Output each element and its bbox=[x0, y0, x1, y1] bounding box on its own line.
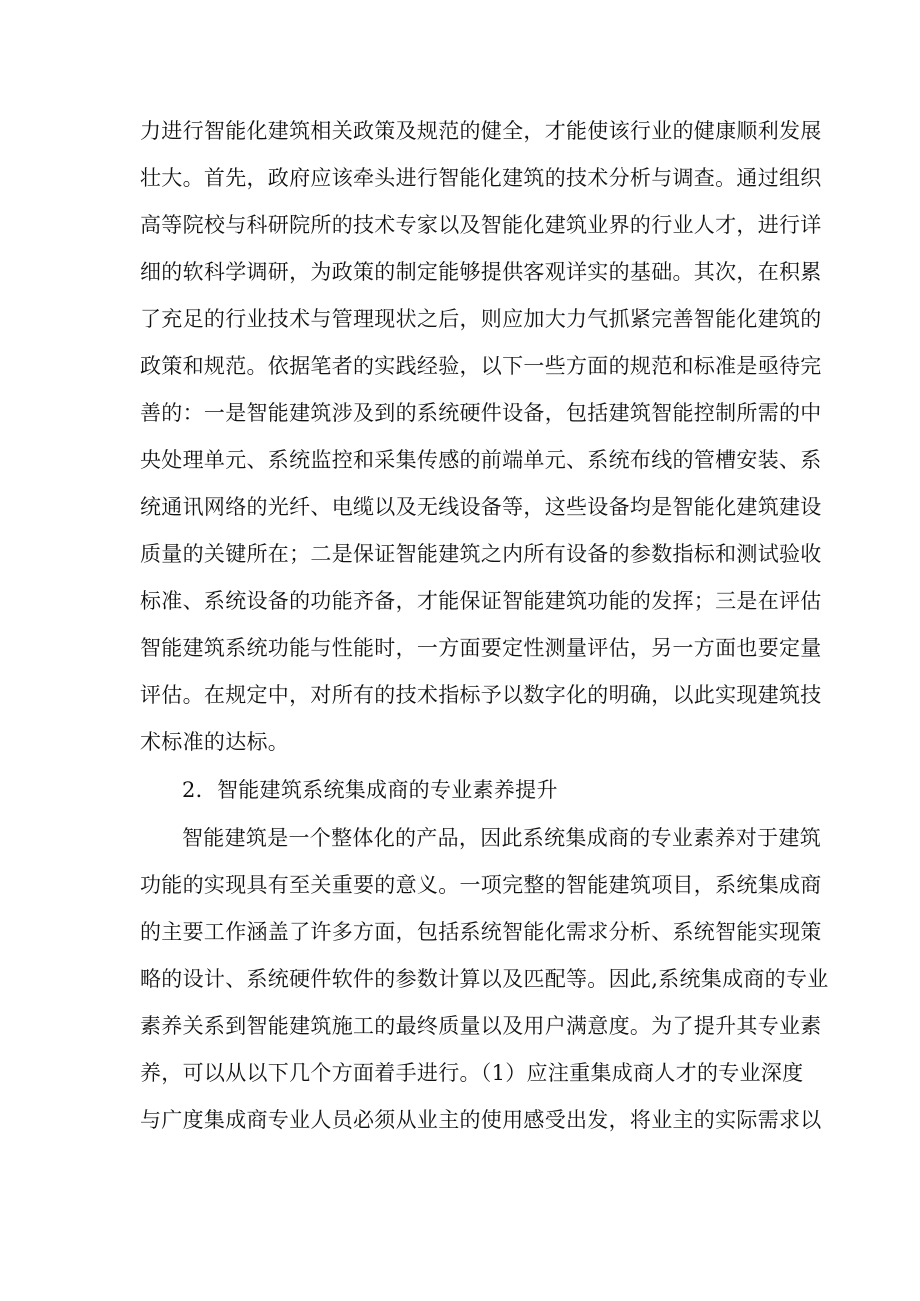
paragraph-line: 善的：一是智能建筑涉及到的系统硬件设备，包括建筑智能控制所需的中 bbox=[140, 401, 822, 425]
paragraph-line: 细的软科学调研，为政策的制定能够提供客观详实的基础。其次，在积累 bbox=[140, 260, 822, 284]
paragraph-line: 政策和规范。依据笔者的实践经验，以下一些方面的规范和标准是亟待完 bbox=[140, 354, 822, 378]
paragraph-line: 标准、系统设备的功能齐备，才能保证智能建筑功能的发挥；三是在评估 bbox=[140, 589, 822, 613]
paragraph-line: 的主要工作涵盖了许多方面，包括系统智能化需求分析、系统智能实现策 bbox=[140, 920, 822, 944]
paragraph-line: 智能建筑是一个整体化的产品，因此系统集成商的专业素养对于建筑 bbox=[182, 826, 821, 850]
paragraph-line: 高等院校与科研院所的技术专家以及智能化建筑业界的行业人才，进行详 bbox=[140, 213, 822, 237]
paragraph-line: 养，可以从以下几个方面着手进行。（1）应注重集成商人才的专业深度 bbox=[140, 1061, 804, 1085]
paragraph-line: 略的设计、系统硬件软件的参数计算以及匹配等。因此,系统集成商的专业 bbox=[140, 967, 829, 991]
paragraph-line: 与广度集成商专业人员必须从业主的使用感受出发，将业主的实际需求以 bbox=[140, 1108, 822, 1132]
paragraph-line: 评估。在规定中，对所有的技术指标予以数字化的明确，以此实现建筑技 bbox=[140, 683, 822, 707]
paragraph-line: 央处理单元、系统监控和采集传感的前端单元、系统布线的管槽安装、系 bbox=[140, 448, 822, 472]
paragraph-line: 力进行智能化建筑相关政策及规范的健全，才能使该行业的健康顺利发展 bbox=[140, 119, 822, 143]
paragraph-line: 功能的实现具有至关重要的意义。一项完整的智能建筑项目，系统集成商 bbox=[140, 873, 822, 897]
paragraph-line: 壮大。首先，政府应该牵头进行智能化建筑的技术分析与调查。通过组织 bbox=[140, 166, 822, 190]
paragraph-line: 质量的关键所在；二是保证智能建筑之内所有设备的参数指标和测试验收 bbox=[140, 542, 822, 566]
paragraph-line: 智能建筑系统功能与性能时，一方面要定性测量评估，另一方面也要定量 bbox=[140, 636, 822, 660]
paragraph-line: 统通讯网络的光纤、电缆以及无线设备等，这些设备均是智能化建筑建设 bbox=[140, 495, 822, 519]
paragraph-line: 术标准的达标。 bbox=[140, 730, 290, 754]
paragraph-line: 素养关系到智能建筑施工的最终质量以及用户满意度。为了提升其专业素 bbox=[140, 1014, 822, 1038]
section-heading: 2．智能建筑系统集成商的专业素养提升 bbox=[182, 778, 558, 802]
paragraph-line: 了充足的行业技术与管理现状之后，则应加大力气抓紧完善智能化建筑的 bbox=[140, 307, 822, 331]
